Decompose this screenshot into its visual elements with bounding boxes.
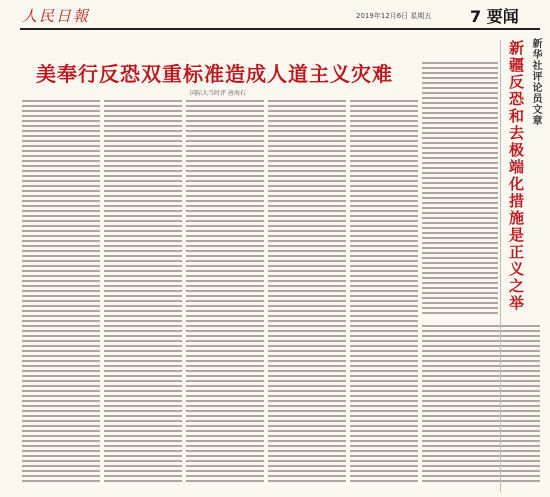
article-byline: 国际大当时评 唐海石 — [190, 90, 246, 97]
masthead — [0, 0, 550, 32]
sidebar-body-column-lower — [422, 325, 540, 485]
masthead-rule — [20, 28, 540, 30]
article-body-column-2 — [104, 100, 182, 485]
article-body-column-3 — [186, 100, 264, 485]
issue-date: 2019年12月6日 星期五 — [356, 12, 432, 20]
sidebar-divider — [500, 40, 501, 492]
sidebar-body-column-upper — [422, 62, 498, 317]
sidebar-headline: 新疆反恐和去极端化措施是正义之举 — [507, 40, 525, 312]
newspaper-logo: 人民日報 — [22, 7, 91, 25]
article-headline: 美奉行反恐双重标准造成人道主义灾难 — [36, 62, 393, 86]
section-label: 7 要闻 — [470, 7, 519, 26]
article-body-column-4 — [268, 100, 346, 485]
article-body-column-5 — [350, 100, 418, 485]
sidebar-kicker: 新华社评论员文章 — [530, 38, 541, 126]
article-body-column-1 — [22, 100, 100, 485]
